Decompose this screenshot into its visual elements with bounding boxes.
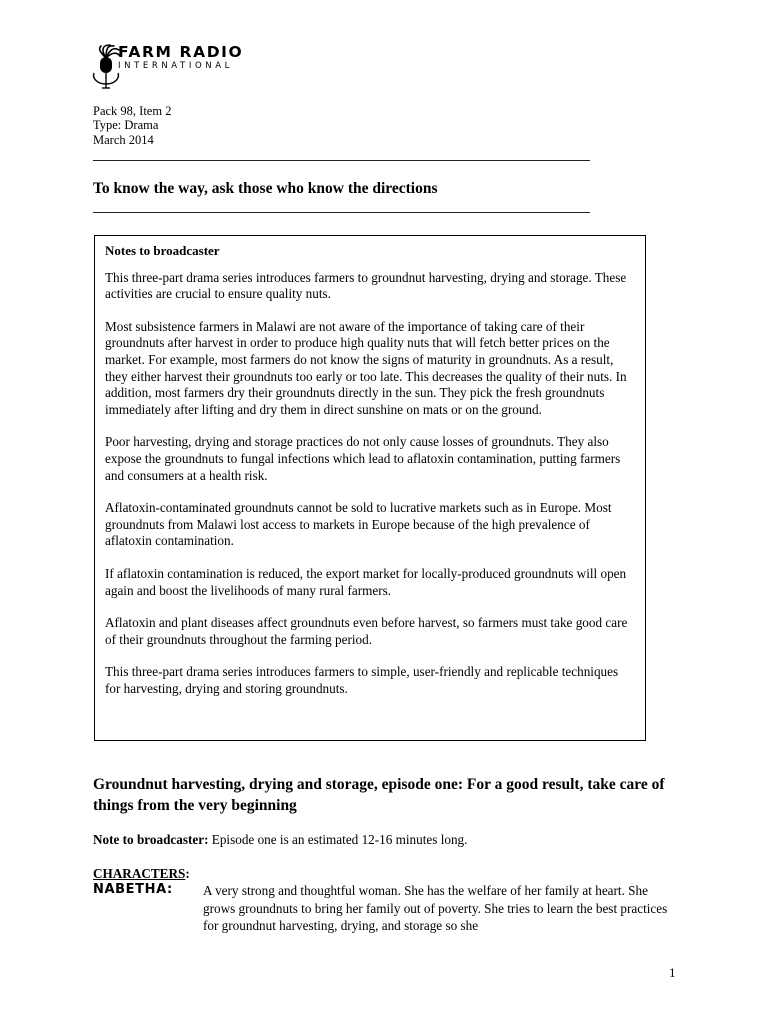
episode-note-label: Note to broadcaster: (93, 832, 209, 847)
character-name: NABETHA: (93, 882, 173, 897)
pack-item: Pack 98, Item 2 (93, 104, 172, 118)
notes-paragraph: Most subsistence farmers in Malawi are not aware of the importance of taking care of their groundnuts after harvest in order to produce high quality nuts that will fetch better prices on the market. For example, most farmers do not know the signs of maturity in groundnuts. As a result, they either harvest their groundnuts too early or too late. This decreases the quality of their nuts. In addition, most farmers dry their groundnuts directly in the sun. They pick the fresh groundnuts immediately after lifting and dry them in direct sunshine on mats or on the ground. (105, 318, 627, 417)
document-date: March 2014 (93, 132, 154, 147)
characters-heading-text: CHARACTERS (93, 866, 186, 881)
notes-to-broadcaster-box (94, 235, 646, 741)
document-type: Type: Drama (93, 118, 159, 133)
notes-heading: Notes to broadcaster (105, 243, 220, 258)
page-number: 1 (669, 965, 676, 980)
logo-name: FARM RADIO (118, 43, 244, 61)
characters-heading-colon: : (185, 866, 190, 881)
divider-top (93, 160, 590, 161)
notes-paragraph: This three-part drama series introduces farmers to simple, user-friendly and replicable techniques for harvesting, drying and storing groundnuts. (105, 664, 619, 696)
document-title: To know the way, ask those who know the directions (93, 180, 438, 197)
document-meta (93, 104, 171, 147)
notes-paragraph: If aflatoxin contamination is reduced, the export market for locally-produced groundnuts will open again and boost the livelihoods of many rural farmers. (105, 565, 627, 598)
episode-note-text: Episode one is an estimated 12-16 minutes long. (208, 832, 468, 847)
episode-title: Groundnut harvesting, drying and storage, episode one: For a good result, take care of things from the very beginning (93, 776, 665, 814)
character-description: A very strong and thoughtful woman. She has the welfare of her family at heart. She grows groundnuts to bring her family out of poverty. She tries to learn the best practices for groundnut harvesting, drying, and storage so she (203, 883, 668, 933)
logo-subtitle: INTERNATIONAL (118, 61, 233, 71)
notes-paragraph: Aflatoxin-contaminated groundnuts cannot be sold to lucrative markets such as in Europe. Most groundnuts from Malawi lost access to markets in Europe because of the high prevalence of aflatoxin contamination. (105, 500, 612, 549)
characters-heading (93, 866, 190, 882)
divider-bottom (93, 212, 590, 213)
notes-paragraph: Poor harvesting, drying and storage practices do not only cause losses of groundnuts. They also expose the groundnuts to fungal infections which lead to aflatoxin contamination, putting farmers and consumers at a health risk. (105, 434, 621, 483)
notes-paragraph: This three-part drama series introduces farmers to groundnut harvesting, drying and storage. These activities are crucial to ensure quality nuts. (105, 269, 627, 302)
episode-note (93, 832, 467, 848)
notes-paragraph: Aflatoxin and plant diseases affect groundnuts even before harvest, so farmers must take good care of their groundnuts throughout the farming period. (105, 615, 628, 647)
